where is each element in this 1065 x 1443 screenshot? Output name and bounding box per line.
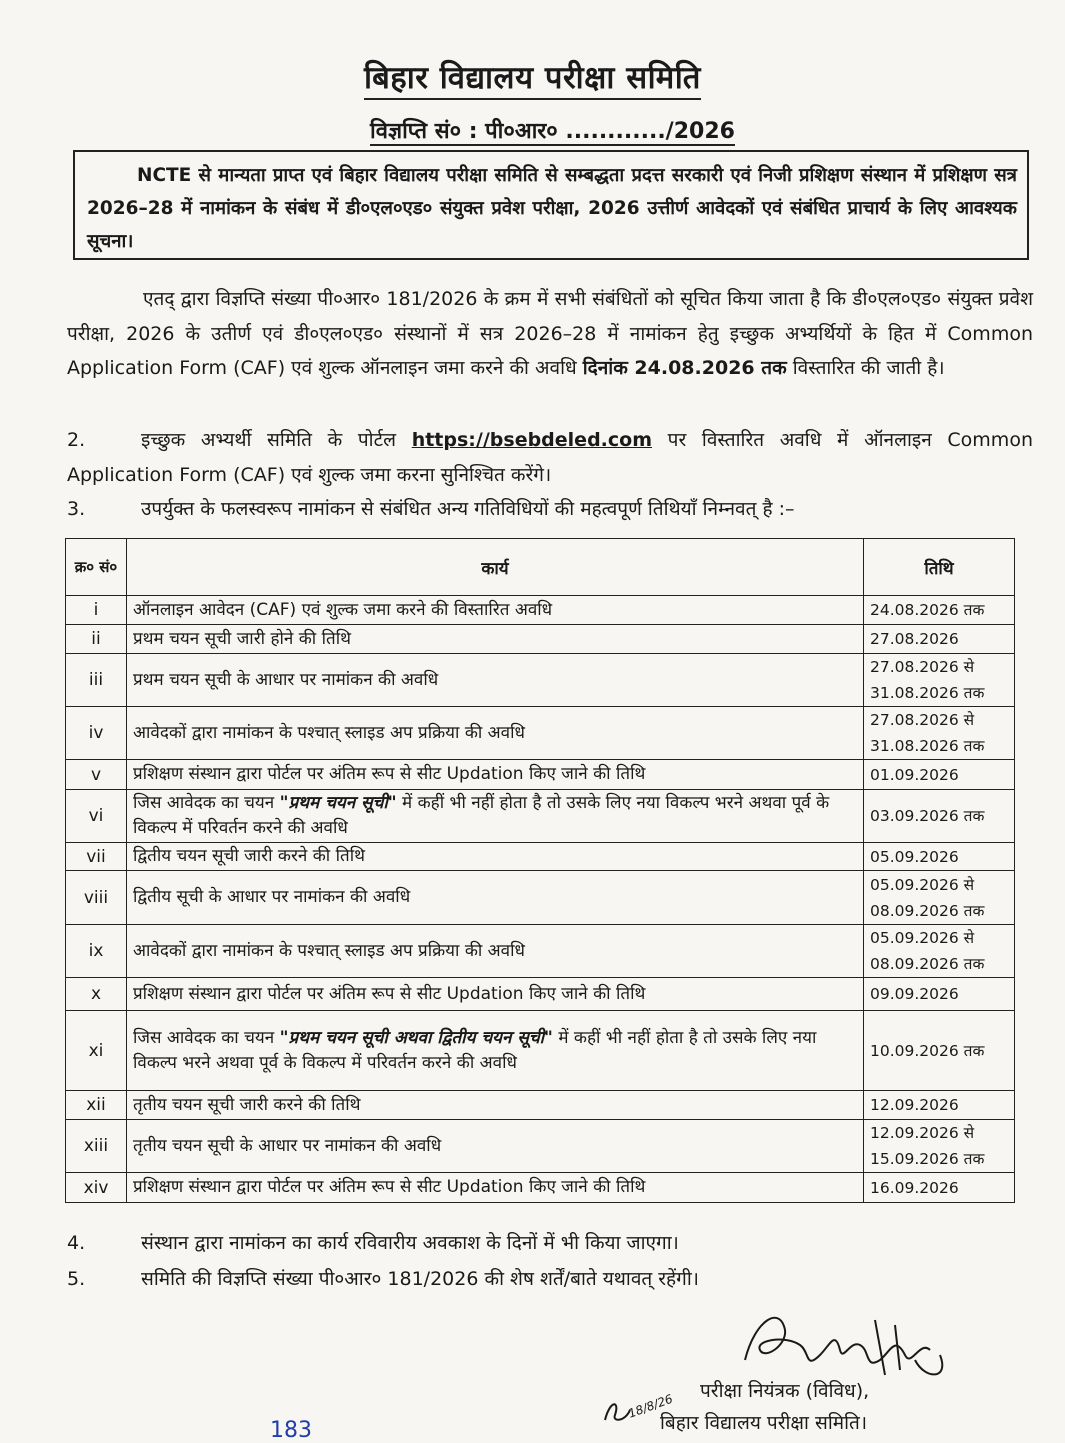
date-line: 01.09.2026 [870,765,959,784]
table-row [66,1173,1015,1203]
table-row [66,654,1015,707]
emphasis-text: "प्रथम चयन सूची अथवा द्वितीय चयन सूची" [279,1027,553,1048]
table-row [66,760,1015,790]
row-task: प्रशिक्षण संस्थान द्वारा पोर्टल पर अंतिम रूप से सीट Updation किए जाने की तिथि [127,1173,864,1203]
row-serial: x [66,978,127,1011]
schedule-table [65,538,1015,1203]
table-row [66,596,1015,625]
date-line: 05.09.2026 [870,847,959,866]
row-date [864,596,1015,625]
svg-text:18/8/26: 18/8/26 [626,1391,675,1421]
header-task: कार्य [127,539,864,596]
emphasis-text: "प्रथम चयन सूची" [279,793,397,813]
row-serial: i [66,596,127,625]
paragraph-number: 4. [67,1232,86,1254]
subject-box: NCTE से मान्यता प्राप्त एवं बिहार विद्यालय परीक्षा समिति से सम्बद्धता प्रदत्त सरकारी एवं निजी प्रशिक्षण संस्थान में प्रशिक्षण सत्र 2026–28 में नामांकन के संबंध में डी०एल०एड० संयुक्त प्रवेश परीक्षा, 2026 उत्तीर्ण आवेदकों एवं संबंधित प्राचार्य के लिए आवश्यक सूचना। [73,150,1029,260]
row-task: प्रशिक्षण संस्थान द्वारा पोर्टल पर अंतिम रूप से सीट Updation किए जाने की तिथि [127,978,864,1011]
row-date [864,790,1015,843]
date-line: 12.09.2026 से [870,1124,975,1142]
notice-number: विज्ञप्ति सं० : पी०आर० ............/2026 [370,119,735,144]
table-row [66,978,1015,1011]
date-line: 16.09.2026 [870,1178,959,1197]
document-title: बिहार विद्यालय परीक्षा समिति [0,56,1065,98]
table-row [66,1011,1015,1091]
handwritten-number: 183 [270,1418,312,1443]
row-date [864,1173,1015,1203]
table-header-row [66,539,1015,596]
row-date [864,978,1015,1011]
table-row [66,843,1015,871]
date-line: 10.09.2026 तक [870,1041,985,1060]
row-date [864,760,1015,790]
paragraph-3: 3. उपर्युक्त के फलस्वरूप नामांकन से संबंधित अन्य गतिविधियों की महत्वपूर्ण तिथियाँ निम्नवत् है :– [67,492,1033,527]
date-line: 09.09.2026 [870,985,959,1003]
row-serial: xii [66,1091,127,1120]
paragraph-number: 2. [67,429,86,451]
row-task: आवेदकों द्वारा नामांकन के पश्चात् स्लाइड अप प्रक्रिया की अवधि [127,925,864,978]
table-row [66,625,1015,654]
table-row [66,707,1015,760]
row-task: द्वितीय सूची के आधार पर नामांकन की अवधि [127,871,864,925]
date-line: 12.09.2026 [870,1096,959,1114]
row-serial: viii [66,871,127,925]
row-serial: xiii [66,1120,127,1173]
row-serial: v [66,760,127,790]
row-task: प्रथम चयन सूची के आधार पर नामांकन की अवधि [127,654,864,707]
row-task: जिस आवेदक का चयन "प्रथम चयन सूची" में कहीं भी नहीं होता है तो उसके लिए नया विकल्प भरने अथवा पूर्व के विकल्प में परिवर्तन करने की अवधि [127,790,864,843]
row-serial: vii [66,843,127,871]
date-line: 27.08.2026 से [870,711,975,729]
row-date [864,925,1015,978]
row-date [864,625,1015,654]
date-line: 27.08.2026 से [870,658,975,676]
date-line: 24.08.2026 तक [870,601,985,619]
row-date [864,1091,1015,1120]
row-date [864,654,1015,707]
table-row [66,1120,1015,1173]
date-line: 03.09.2026 तक [870,807,985,825]
signatory-designation: परीक्षा नियंत्रक (विविध), [700,1380,870,1402]
row-serial: iv [66,707,127,760]
date-line: 31.08.2026 तक [870,684,985,702]
table-row [66,871,1015,925]
table-row [66,790,1015,843]
paragraph-number: 5. [67,1268,86,1290]
portal-link[interactable]: https://bsebdeled.com [411,429,652,451]
header-serial: क्र० सं० [66,539,127,596]
date-line: 08.09.2026 तक [870,901,985,920]
paragraph-2: 2. इच्छुक अभ्यर्थी समिति के पोर्टल https://bsebdeled.com पर विस्तारित अवधि में ऑनलाइन Common Application Form (CAF) एवं शुल्क जमा करना सुनिश्चित करेंगे। [67,423,1033,492]
date-line: 15.09.2026 तक [870,1150,985,1168]
paragraph-number: 3. [67,498,86,520]
row-date [864,1120,1015,1173]
schedule-body [66,596,1015,1203]
row-task: प्रशिक्षण संस्थान द्वारा पोर्टल पर अंतिम रूप से सीट Updation किए जाने की तिथि [127,760,864,790]
signatory-organization: बिहार विद्यालय परीक्षा समिति। [660,1412,868,1434]
date-line: 05.09.2026 से [870,929,975,947]
row-task: तृतीय चयन सूची जारी करने की तिथि [127,1091,864,1120]
row-task: प्रथम चयन सूची जारी होने की तिथि [127,625,864,654]
row-date [864,707,1015,760]
row-date [864,1011,1015,1091]
paragraph-4: 4. संस्थान द्वारा नामांकन का कार्य रविवारीय अवकाश के दिनों में भी किया जाएगा। [67,1226,1033,1261]
row-date [864,871,1015,925]
row-serial: ix [66,925,127,978]
header-date: तिथि [864,539,1015,596]
row-task: जिस आवेदक का चयन "प्रथम चयन सूची अथवा द्वितीय चयन सूची" में कहीं भी नहीं होता है तो उसके लिए नया विकल्प भरने अथवा पूर्व के विकल्प में परिवर्तन करने की अवधि [127,1011,864,1091]
row-task: आवेदकों द्वारा नामांकन के पश्चात् स्लाइड अप प्रक्रिया की अवधि [127,707,864,760]
row-task: द्वितीय चयन सूची जारी करने की तिथि [127,843,864,871]
table-row [66,1091,1015,1120]
row-serial: xiv [66,1173,127,1203]
signature-block [660,1375,869,1439]
table-row [66,925,1015,978]
row-task: ऑनलाइन आवेदन (CAF) एवं शुल्क जमा करने की विस्तारित अवधि [127,596,864,625]
date-line: 08.09.2026 तक [870,955,985,973]
paragraph-5: 5. समिति की विज्ञप्ति संख्या पी०आर० 181/2026 की शेष शर्तें/बाते यथावत् रहेंगी। [67,1262,1033,1297]
row-serial: vi [66,790,127,843]
row-task: तृतीय चयन सूची के आधार पर नामांकन की अवधि [127,1120,864,1173]
row-serial: xi [66,1011,127,1091]
row-serial: iii [66,654,127,707]
date-line: 05.09.2026 से [870,875,975,894]
row-serial: ii [66,625,127,654]
paragraph-1: एतद् द्वारा विज्ञप्ति संख्या पी०आर० 181/2026 के क्रम में सभी संबंधितों को सूचित किया जाता है कि डी०एल०एड० संयुक्त प्रवेश परीक्षा, 2026 के उतीर्ण एवं डी०एल०एड० संस्थानों में सत्र 2026–28 में नामांकन हेतु इच्छुक अभ्यर्थियों के हित में Common Application Form (CAF) एवं शुल्क ऑनलाइन जमा करने की अवधि दिनांक 24.08.2026 तक विस्तारित की जाती है। [67,288,1033,379]
date-line: 31.08.2026 तक [870,737,985,755]
extended-date-bold: दिनांक 24.08.2026 तक [582,357,787,379]
row-date [864,843,1015,871]
date-line: 27.08.2026 [870,630,959,648]
